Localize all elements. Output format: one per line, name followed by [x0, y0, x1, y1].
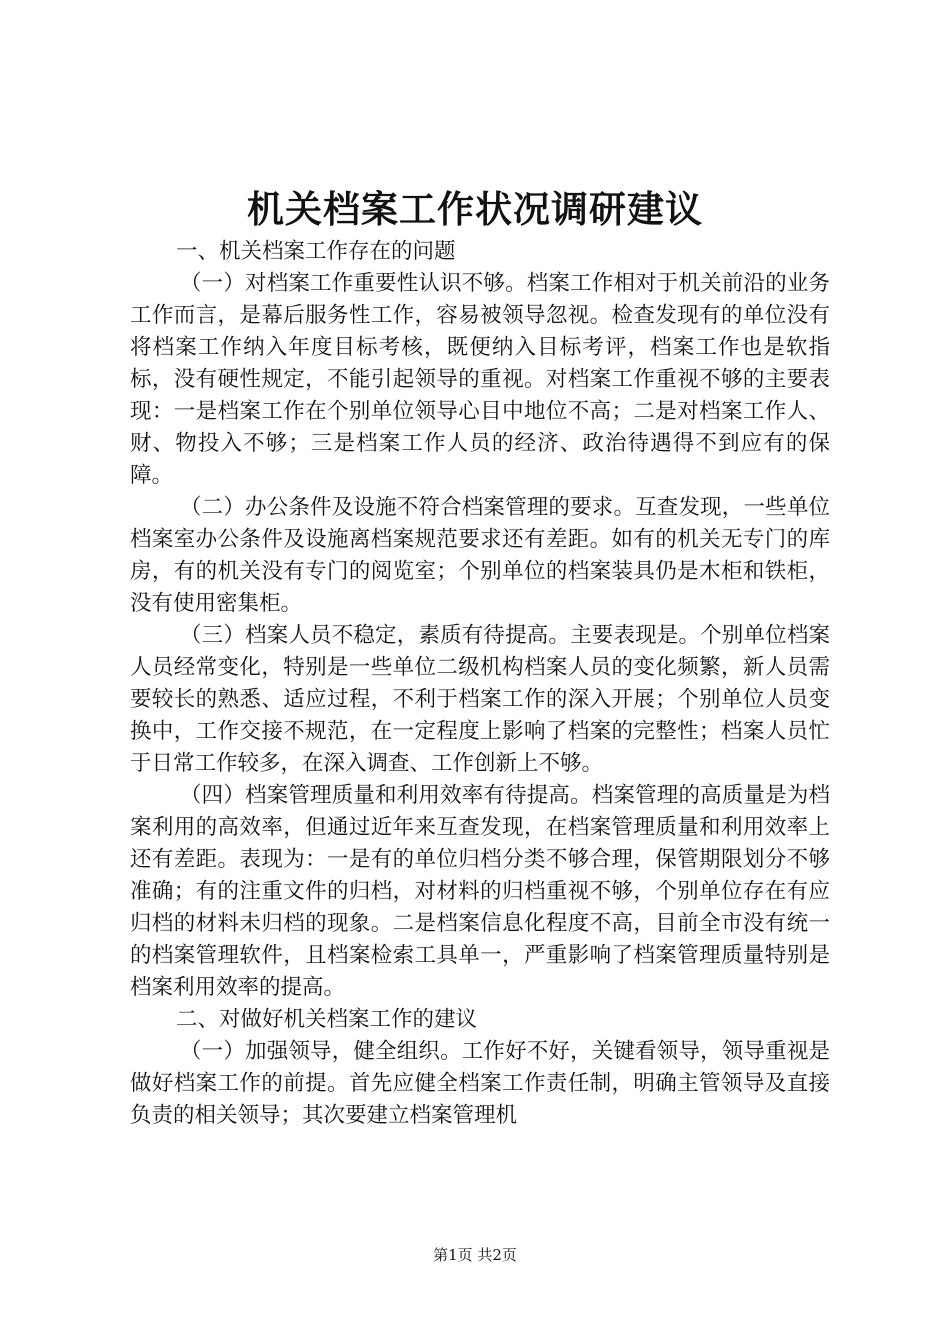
- document-title: 机关档案工作状况调研建议: [247, 187, 703, 231]
- document-body: [130, 236, 830, 1132]
- paragraph-3: （三）档案人员不稳定，素质有待提高。主要表现是。个别单位档案人员经常变化，特别是一些单位二级机构档案人员的变化频繁，新人员需要较长的熟悉、适应过程，不利于档案工作的深入开展；个别单位人员变换中，工作交接不规范，在一定程度上影响了档案的完整性；档案人员忙于日常工作较多，在深入调查、工作创新上不够。: [130, 623, 830, 776]
- page-footer: 第1页 共2页: [433, 1246, 517, 1264]
- paragraph-5: （一）加强领导，健全组织。工作好不好，关键看领导，领导重视是做好档案工作的前提。首先应健全档案工作责任制，明确主管领导及直接负责的相关领导；其次要建立档案管理机: [130, 1039, 830, 1128]
- section-heading-1: 一、机关档案工作存在的问题: [176, 239, 456, 264]
- paragraph-1: （一）对档案工作重要性认识不够。档案工作相对于机关前沿的业务工作而言，是幕后服务性工作，容易被领导忽视。检查发现有的单位没有将档案工作纳入年度目标考核，既便纳入目标考评，档案工作也是软指标，没有硬性规定，不能引起领导的重视。对档案工作重视不够的主要表现：一是档案工作在个别单位领导心目中地位不高；二是对档案工作人、财、物投入不够；三是档案工作人员的经济、政治待遇得不到应有的保障。: [130, 271, 830, 488]
- paragraph-4: （四）档案管理质量和利用效率有待提高。档案管理的高质量是为档案利用的高效率，但通过近年来互查发现，在档案管理质量和利用效率上还有差距。表现为：一是有的单位归档分类不够合理，保管期限划分不够准确；有的注重文件的归档，对材料的归档重视不够，个别单位存在有应归档的材料未归档的现象。二是档案信息化程度不高，目前全市没有统一的档案管理软件，且档案检索工具单一，严重影响了档案管理质量特别是档案利用效率的提高。: [130, 783, 830, 1000]
- paragraph-2: （二）办公条件及设施不符合档案管理的要求。互查发现，一些单位档案室办公条件及设施离档案规范要求还有差距。如有的机关无专门的库房，有的机关没有专门的阅览室；个别单位的档案装具仍是木柜和铁柜，没有使用密集柜。: [130, 495, 830, 616]
- section-heading-2: 二、对做好机关档案工作的建议: [176, 1007, 478, 1032]
